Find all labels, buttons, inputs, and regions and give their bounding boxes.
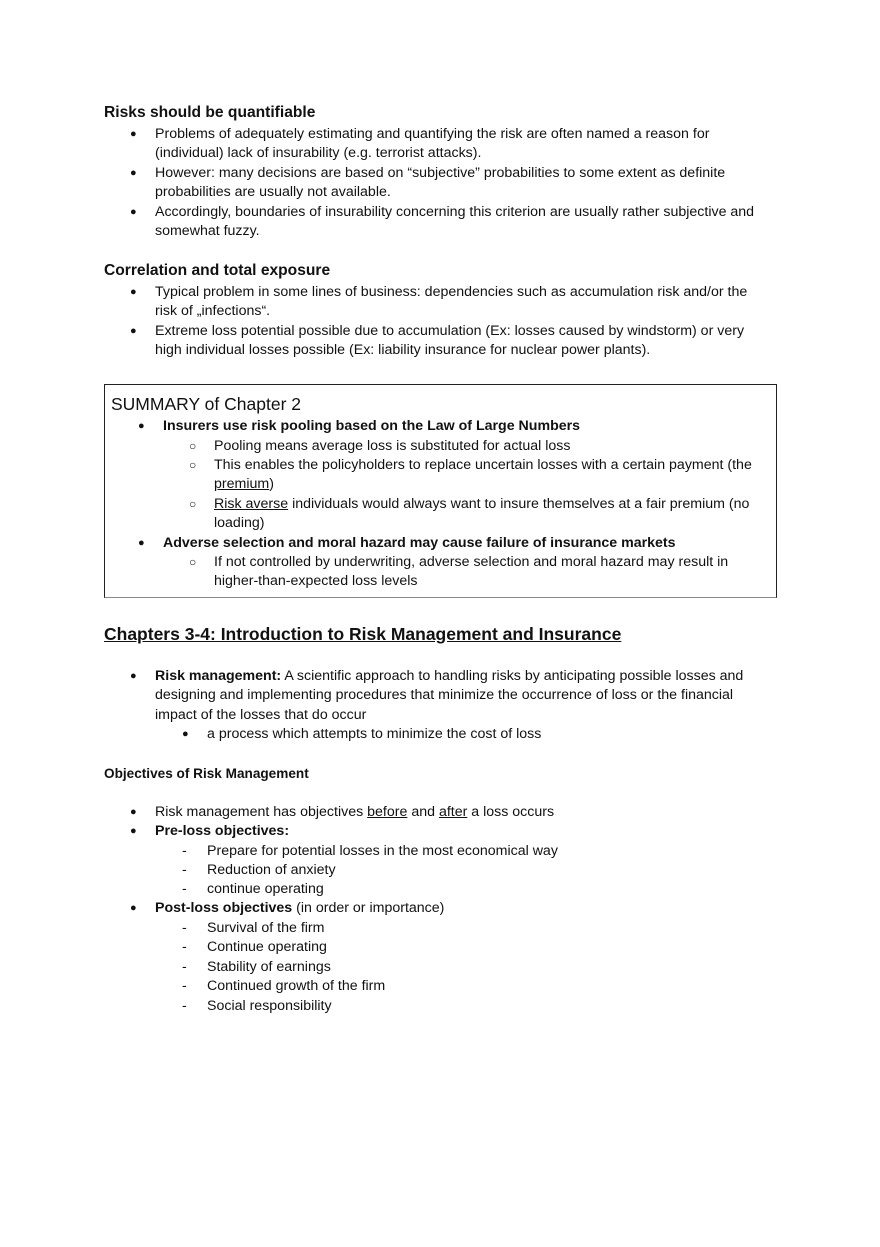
bullet-icon: ● [130, 286, 137, 298]
objectives-heading: Objectives of Risk Management [104, 766, 309, 781]
bullet-icon: ● [138, 537, 145, 549]
summary-subpoint [189, 553, 789, 592]
list-item [130, 667, 770, 725]
dash-item-text: Continued growth of the firm [207, 978, 386, 994]
risk-averse-term: Risk averse [214, 496, 289, 512]
dash-icon: - [182, 978, 187, 994]
summary-point-text: Insurers use risk pooling based on the Law of Large Numbers [163, 418, 581, 434]
list-item-text: Post-loss objectives (in order or importance) [155, 900, 445, 916]
bullet-icon: ● [130, 902, 137, 914]
dash-icon: - [182, 881, 187, 897]
summary-subpoint-text: This enables the policyholders to replace uncertain losses with a certain payment (the premium) [214, 457, 752, 493]
list-item-text: Typical problem in some lines of business: dependencies such as accumulation risk and/or the risk of „infections“. [155, 284, 748, 320]
summary-point [138, 417, 738, 436]
bullet-icon: ● [130, 206, 137, 218]
list-item [130, 803, 770, 822]
summary-box [104, 384, 777, 598]
dash-icon: - [182, 843, 187, 859]
list-item-text: Risk management: A scientific approach to handling risks by anticipating possible losses and designing and implementing procedures that minimize the occurrence of loss or the financial impact of the losses that do occur [155, 668, 744, 723]
list-item [130, 899, 770, 918]
dash-icon: - [182, 939, 187, 955]
dash-icon: - [182, 959, 187, 975]
dash-icon: - [182, 862, 187, 878]
summary-point-text: Adverse selection and moral hazard may cause failure of insurance markets [163, 535, 676, 551]
bullet-icon: ● [130, 128, 137, 140]
list-item-text: Risk management has objectives before and after a loss occurs [155, 804, 555, 820]
dash-item-text: Continue operating [207, 939, 327, 955]
list-item-text: a process which attempts to minimize the cost of loss [207, 726, 542, 742]
premium-term: premium [214, 476, 270, 493]
list-item-text: Problems of adequately estimating and quantifying the risk are often named a reason for (individual) lack of insurability (e.g. terrorist attacks). [155, 126, 710, 162]
bullet-icon: ● [130, 825, 137, 837]
bullet-icon: ● [182, 728, 189, 740]
list-item [182, 725, 742, 744]
dash-item [182, 919, 682, 938]
dash-item-text: Reduction of anxiety [207, 862, 336, 878]
dash-item-text: continue operating [207, 881, 324, 897]
dash-item-text: Prepare for potential losses in the most economical way [207, 843, 558, 859]
list-item-text: Accordingly, boundaries of insurability concerning this criterion are usually rather subjective and somewhat fuzzy. [155, 204, 755, 240]
list-item [130, 283, 770, 322]
summary-subpoint-text: If not controlled by underwriting, adverse selection and moral hazard may result in higher-than-expected loss levels [214, 554, 729, 590]
heading-risks-quantifiable: Risks should be quantifiable [104, 104, 316, 121]
summary-subpoint-text: Risk averse individuals would always want to insure themselves at a fair premium (no loading) [214, 496, 750, 532]
circle-bullet-icon: ○ [189, 497, 197, 511]
chapter-title: Chapters 3-4: Introduction to Risk Management and Insurance [104, 624, 622, 644]
dash-item [182, 977, 682, 996]
bullet-icon: ● [130, 167, 137, 179]
dash-item [182, 958, 682, 977]
list-item-text: Extreme loss potential possible due to accumulation (Ex: losses caused by windstorm) or very high individual losses possible (Ex: liability insurance for nuclear power plants). [155, 323, 745, 359]
list-item-text: However: many decisions are based on “subjective” probabilities to some extent as definite probabilities are usually not available. [155, 165, 726, 201]
dash-item [182, 880, 682, 899]
dash-item-text: Survival of the firm [207, 920, 325, 936]
dash-icon: - [182, 920, 187, 936]
bullet-icon: ● [138, 420, 145, 432]
summary-subpoint [189, 456, 789, 495]
bullet-icon: ● [130, 325, 137, 337]
list-item [130, 203, 770, 242]
heading-correlation-exposure: Correlation and total exposure [104, 262, 331, 279]
dash-item [182, 938, 682, 957]
circle-bullet-icon: ○ [189, 458, 197, 472]
list-item [130, 822, 770, 841]
dash-item-text: Stability of earnings [207, 959, 331, 975]
summary-subpoint [189, 495, 789, 534]
list-item [130, 322, 770, 361]
summary-point [138, 534, 738, 553]
summary-title: SUMMARY of Chapter 2 [111, 394, 301, 414]
bullet-icon: ● [130, 806, 137, 818]
list-item [130, 125, 770, 164]
bullet-icon: ● [130, 670, 137, 682]
summary-subpoint [189, 437, 789, 456]
list-item [130, 164, 770, 203]
dash-icon: - [182, 998, 187, 1014]
dash-item [182, 861, 682, 880]
dash-item [182, 842, 682, 861]
dash-item [182, 997, 682, 1016]
circle-bullet-icon: ○ [189, 555, 197, 569]
dash-item-text: Social responsibility [207, 998, 332, 1014]
summary-subpoint-text: Pooling means average loss is substituted for actual loss [214, 438, 571, 454]
circle-bullet-icon: ○ [189, 439, 197, 453]
list-item-text: Pre-loss objectives: [155, 823, 290, 839]
